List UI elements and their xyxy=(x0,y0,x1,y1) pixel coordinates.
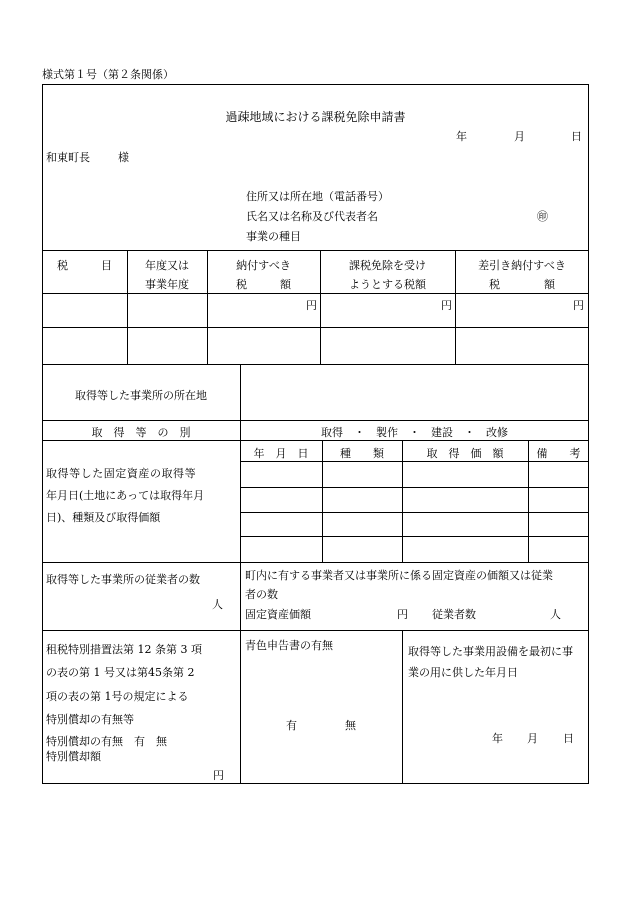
yen-unit: 円 xyxy=(306,299,317,312)
asset-price-header: 取 得 価 額 xyxy=(426,447,504,460)
depreciation-label: の表の第 1 号又は第45条第 2 xyxy=(46,666,195,679)
employee-count-field-label: 従業者数 xyxy=(432,608,476,621)
date-day-label: 日 xyxy=(571,130,582,143)
divider xyxy=(402,630,403,784)
yen-unit: 円 xyxy=(397,608,408,621)
tax-item-header: 税 目 xyxy=(57,259,112,272)
seal-mark: ㊞ xyxy=(537,210,548,223)
asset-label: 取得等した固定資産の取得等 xyxy=(46,467,197,480)
divider xyxy=(240,512,589,513)
payable-tax-header: 納付すべき xyxy=(236,259,291,272)
yen-unit: 円 xyxy=(213,769,224,782)
divider xyxy=(42,562,589,563)
acquisition-options: 取得 ・ 製作 ・ 建設 ・ 改修 xyxy=(321,426,508,439)
asset-note-header: 備 考 xyxy=(536,447,581,460)
blue-return-no: 無 xyxy=(345,719,356,732)
first-use-day: 日 xyxy=(563,732,574,745)
divider xyxy=(240,487,589,488)
yen-unit: 円 xyxy=(441,299,452,312)
fiscal-year-header: 年度又は xyxy=(145,259,189,272)
first-use-month: 月 xyxy=(527,732,538,745)
depreciation-presence: 特別償却の有無 有 無 xyxy=(46,735,167,748)
office-location-label: 取得等した事業所の所在地 xyxy=(75,389,207,402)
depreciation-label: 項の表の第 1号の規定による xyxy=(46,690,189,703)
divider xyxy=(42,293,589,294)
employee-count-label: 取得等した事業所の従業者の数 xyxy=(46,573,200,586)
net-tax-header: 差引き納付すべき xyxy=(478,259,566,272)
asset-label: 年月日(土地にあっては取得年月 xyxy=(46,489,205,502)
depreciation-amount-label: 特別償却額 xyxy=(46,750,101,763)
addressee: 和東町長 xyxy=(46,151,90,164)
acquisition-type-label: 取 得 等 の 別 xyxy=(91,426,191,439)
payable-tax-header: 税 額 xyxy=(236,278,291,291)
divider xyxy=(240,461,589,462)
divider xyxy=(42,420,589,421)
date-month-label: 月 xyxy=(514,130,525,143)
first-use-label: 取得等した事業用設備を最初に事 xyxy=(408,645,573,658)
town-assets-description: 町内に有する事業者又は事業所に係る固定資産の価額又は従業 xyxy=(245,569,553,582)
depreciation-label: 租税特別措置法第 12 条第 3 項 xyxy=(46,643,202,656)
divider xyxy=(42,364,589,365)
fiscal-year-header: 事業年度 xyxy=(145,278,189,291)
first-use-year: 年 xyxy=(492,732,503,745)
applicant-address-label: 住所又は所在地（電話番号） xyxy=(246,190,389,203)
date-year-label: 年 xyxy=(456,130,467,143)
divider xyxy=(42,440,589,441)
blue-return-label: 青色申告書の有無 xyxy=(245,639,333,652)
applicant-name-label: 氏名又は名称及び代表者名 xyxy=(246,210,378,223)
divider xyxy=(240,536,589,537)
divider xyxy=(42,250,589,251)
business-type-label: 事業の種目 xyxy=(246,230,301,243)
form-title: 過疎地域における課税免除申請書 xyxy=(225,110,406,124)
divider xyxy=(42,630,589,631)
net-tax-header: 税 額 xyxy=(489,278,555,291)
employee-unit: 人 xyxy=(212,598,223,611)
exempt-tax-header: ようとする税額 xyxy=(349,278,426,291)
addressee-honorific: 様 xyxy=(118,151,129,164)
depreciation-label: 特別償却の有無等 xyxy=(46,713,134,726)
exempt-tax-header: 課税免除を受け xyxy=(349,259,426,272)
first-use-label: 業の用に供した年月日 xyxy=(408,666,518,679)
asset-type-header: 種 類 xyxy=(340,447,384,460)
asset-date-header: 年 月 日 xyxy=(253,447,309,460)
town-assets-description: 者の数 xyxy=(245,588,278,601)
fixed-asset-value-label: 固定資産価額 xyxy=(245,608,311,621)
divider xyxy=(42,327,589,328)
yen-unit: 円 xyxy=(573,299,584,312)
blue-return-yes: 有 xyxy=(286,719,297,732)
form-number-label: 様式第１号（第２条関係） xyxy=(42,68,174,81)
asset-label: 日)、種類及び取得価額 xyxy=(46,511,161,524)
employee-count-unit: 人 xyxy=(550,608,561,621)
